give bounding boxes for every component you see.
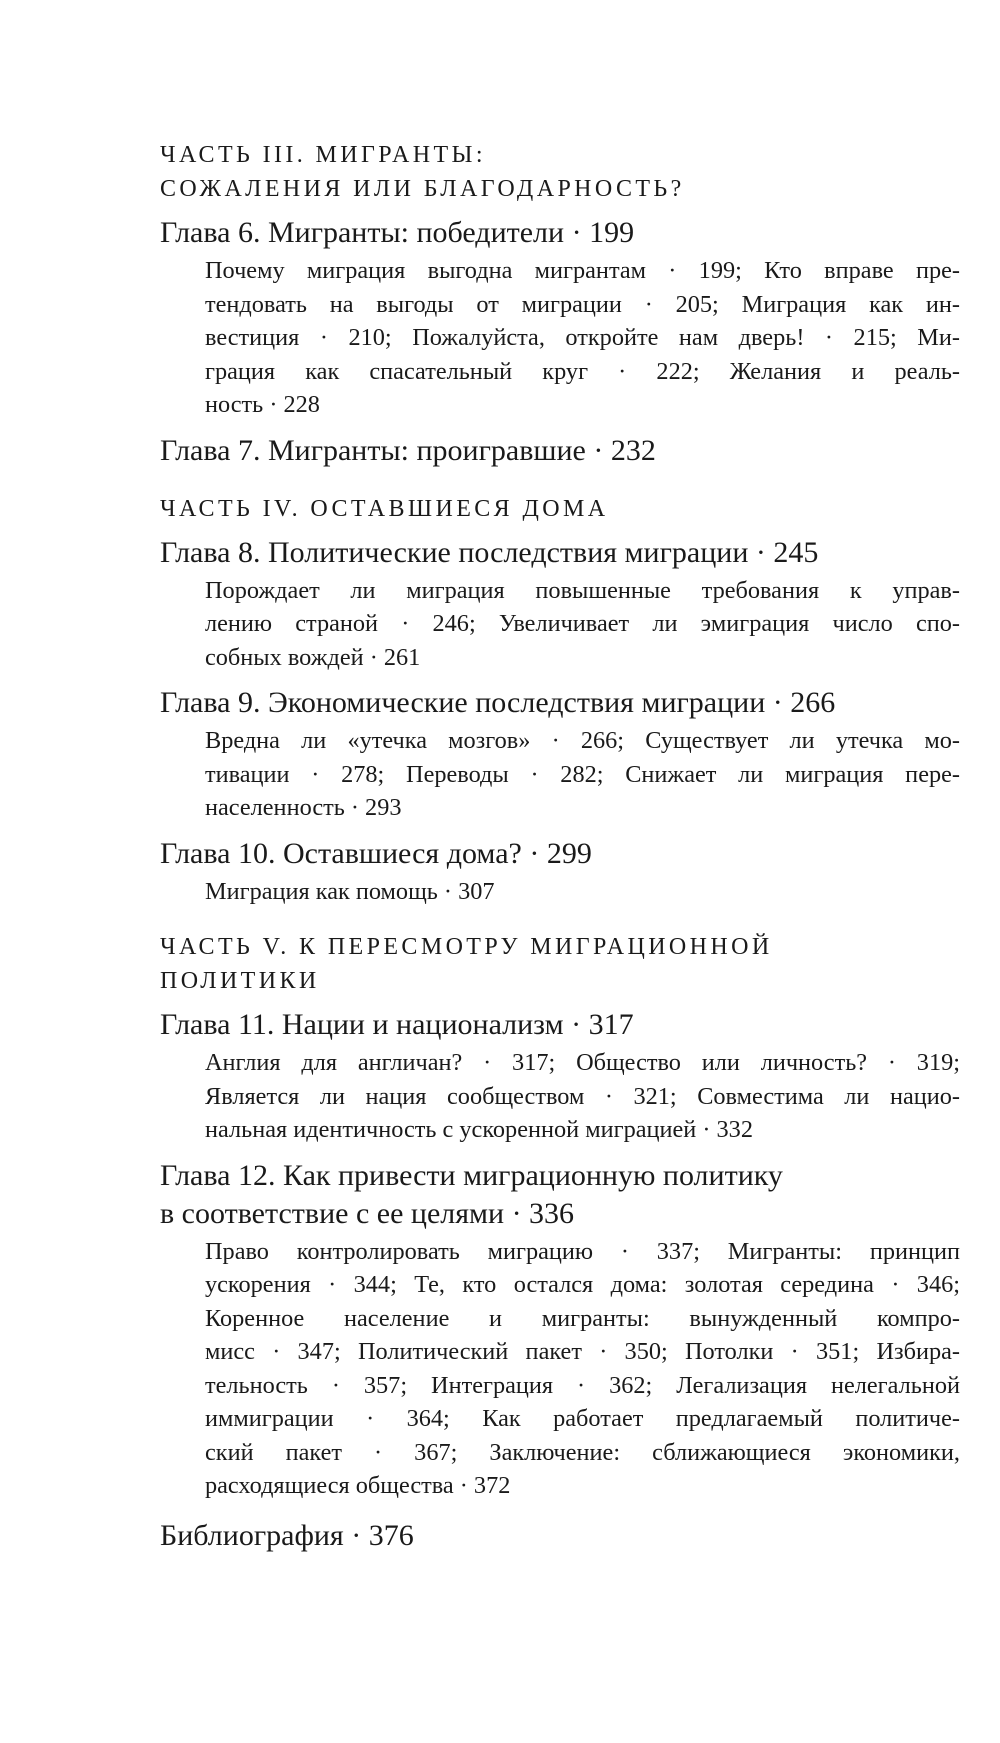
section-line: Миграция как помощь · 307 [205,877,495,905]
section-line: вестиция · 210; Пожалуйста, откройте нам дверь! · 215; Ми- [205,324,960,351]
chapter-7-title[interactable]: Глава 7. Мигранты: проигравшие · 232 [160,433,656,467]
section-line: расходящиеся общества · 372 [205,1472,511,1499]
section-line: иммиграции · 364; Как работает предлагаемый политиче- [205,1405,960,1432]
section-line: ускорения · 344; Те, кто остался дома: золотая середина · 346; [205,1271,960,1298]
section-line: лению страной · 246; Увеличивает ли эмиграция число спо- [205,610,960,637]
chapter-title-line: Глава 12. Как привести миграционную политику [160,1158,783,1192]
chapter-10-title[interactable]: Глава 10. Оставшиеся дома? · 299 [160,836,592,870]
section-line: ность · 228 [205,391,320,418]
part-heading-line: ПОЛИТИКИ [160,968,320,994]
part-heading-line: ЧАСТЬ V. К ПЕРЕСМОТРУ МИГРАЦИОННОЙ [160,934,773,960]
chapter-11-sections [205,1046,960,1147]
chapter-9-sections [205,724,960,825]
section-line: Является ли нация сообществом · 321; Совместима ли нацио- [205,1082,960,1110]
chapter-title-line: в соответствие с ее целями · 336 [160,1196,575,1230]
bibliography-title[interactable]: Библиография · 376 [160,1518,414,1552]
chapter-8-sections [205,574,960,675]
part-heading-5 [160,930,960,998]
section-line: Почему миграция выгодна мигрантам · 199; Кто вправе пре- [205,257,960,284]
section-line: Англия для англичан? · 317; Общество или личность? · 319; [205,1049,960,1076]
part-heading-line: ЧАСТЬ IV. ОСТАВШИЕСЯ ДОМА [160,495,609,522]
part-heading-line: ЧАСТЬ III. МИГРАНТЫ: [160,142,486,168]
section-line: ский пакет · 367; Заключение: сближающиеся экономики, [205,1438,960,1466]
chapter-11-title[interactable]: Глава 11. Нации и национализм · 317 [160,1008,634,1041]
chapter-6-sections [205,254,960,422]
section-line: Право контролировать миграцию · 337; Мигранты: принцип [205,1237,960,1265]
section-line: нальная идентичность с ускоренной миграцией · 332 [205,1116,753,1143]
section-line: тендовать на выгоды от миграции · 205; Миграция как ин- [205,290,960,318]
section-line: Коренное население и мигранты: вынужденный компро- [205,1304,960,1332]
chapter-12-sections [205,1235,960,1503]
section-line: тивации · 278; Переводы · 282; Снижает ли миграция пере- [205,760,960,788]
section-line: Порождает ли миграция повышенные требования к управ- [205,576,960,604]
chapter-9-title[interactable]: Глава 9. Экономические последствия миграции · 266 [160,686,836,719]
table-of-contents [160,138,960,1557]
chapter-6-title[interactable]: Глава 6. Мигранты: победители · 199 [160,216,635,249]
chapter-10-sections [205,875,960,909]
section-line: населенность · 293 [205,794,402,821]
section-line: тельность · 357; Интеграция · 362; Легализация нелегальной [205,1371,960,1399]
section-line: Вредна ли «утечка мозгов» · 266; Существует ли утечка мо- [205,727,960,754]
section-line: собных вождей · 261 [205,643,421,671]
chapter-8-title[interactable]: Глава 8. Политические последствия миграции · 245 [160,535,819,569]
section-line: мисс · 347; Политический пакет · 350; Потолки · 351; Избира- [205,1338,960,1365]
chapter-12-title[interactable] [160,1157,960,1233]
part-heading-3 [160,138,960,206]
section-line: грация как спасательный круг · 222; Желания и реаль- [205,357,960,385]
part-heading-4 [160,492,960,526]
part-heading-line: СОЖАЛЕНИЯ ИЛИ БЛАГОДАРНОСТЬ? [160,176,685,202]
